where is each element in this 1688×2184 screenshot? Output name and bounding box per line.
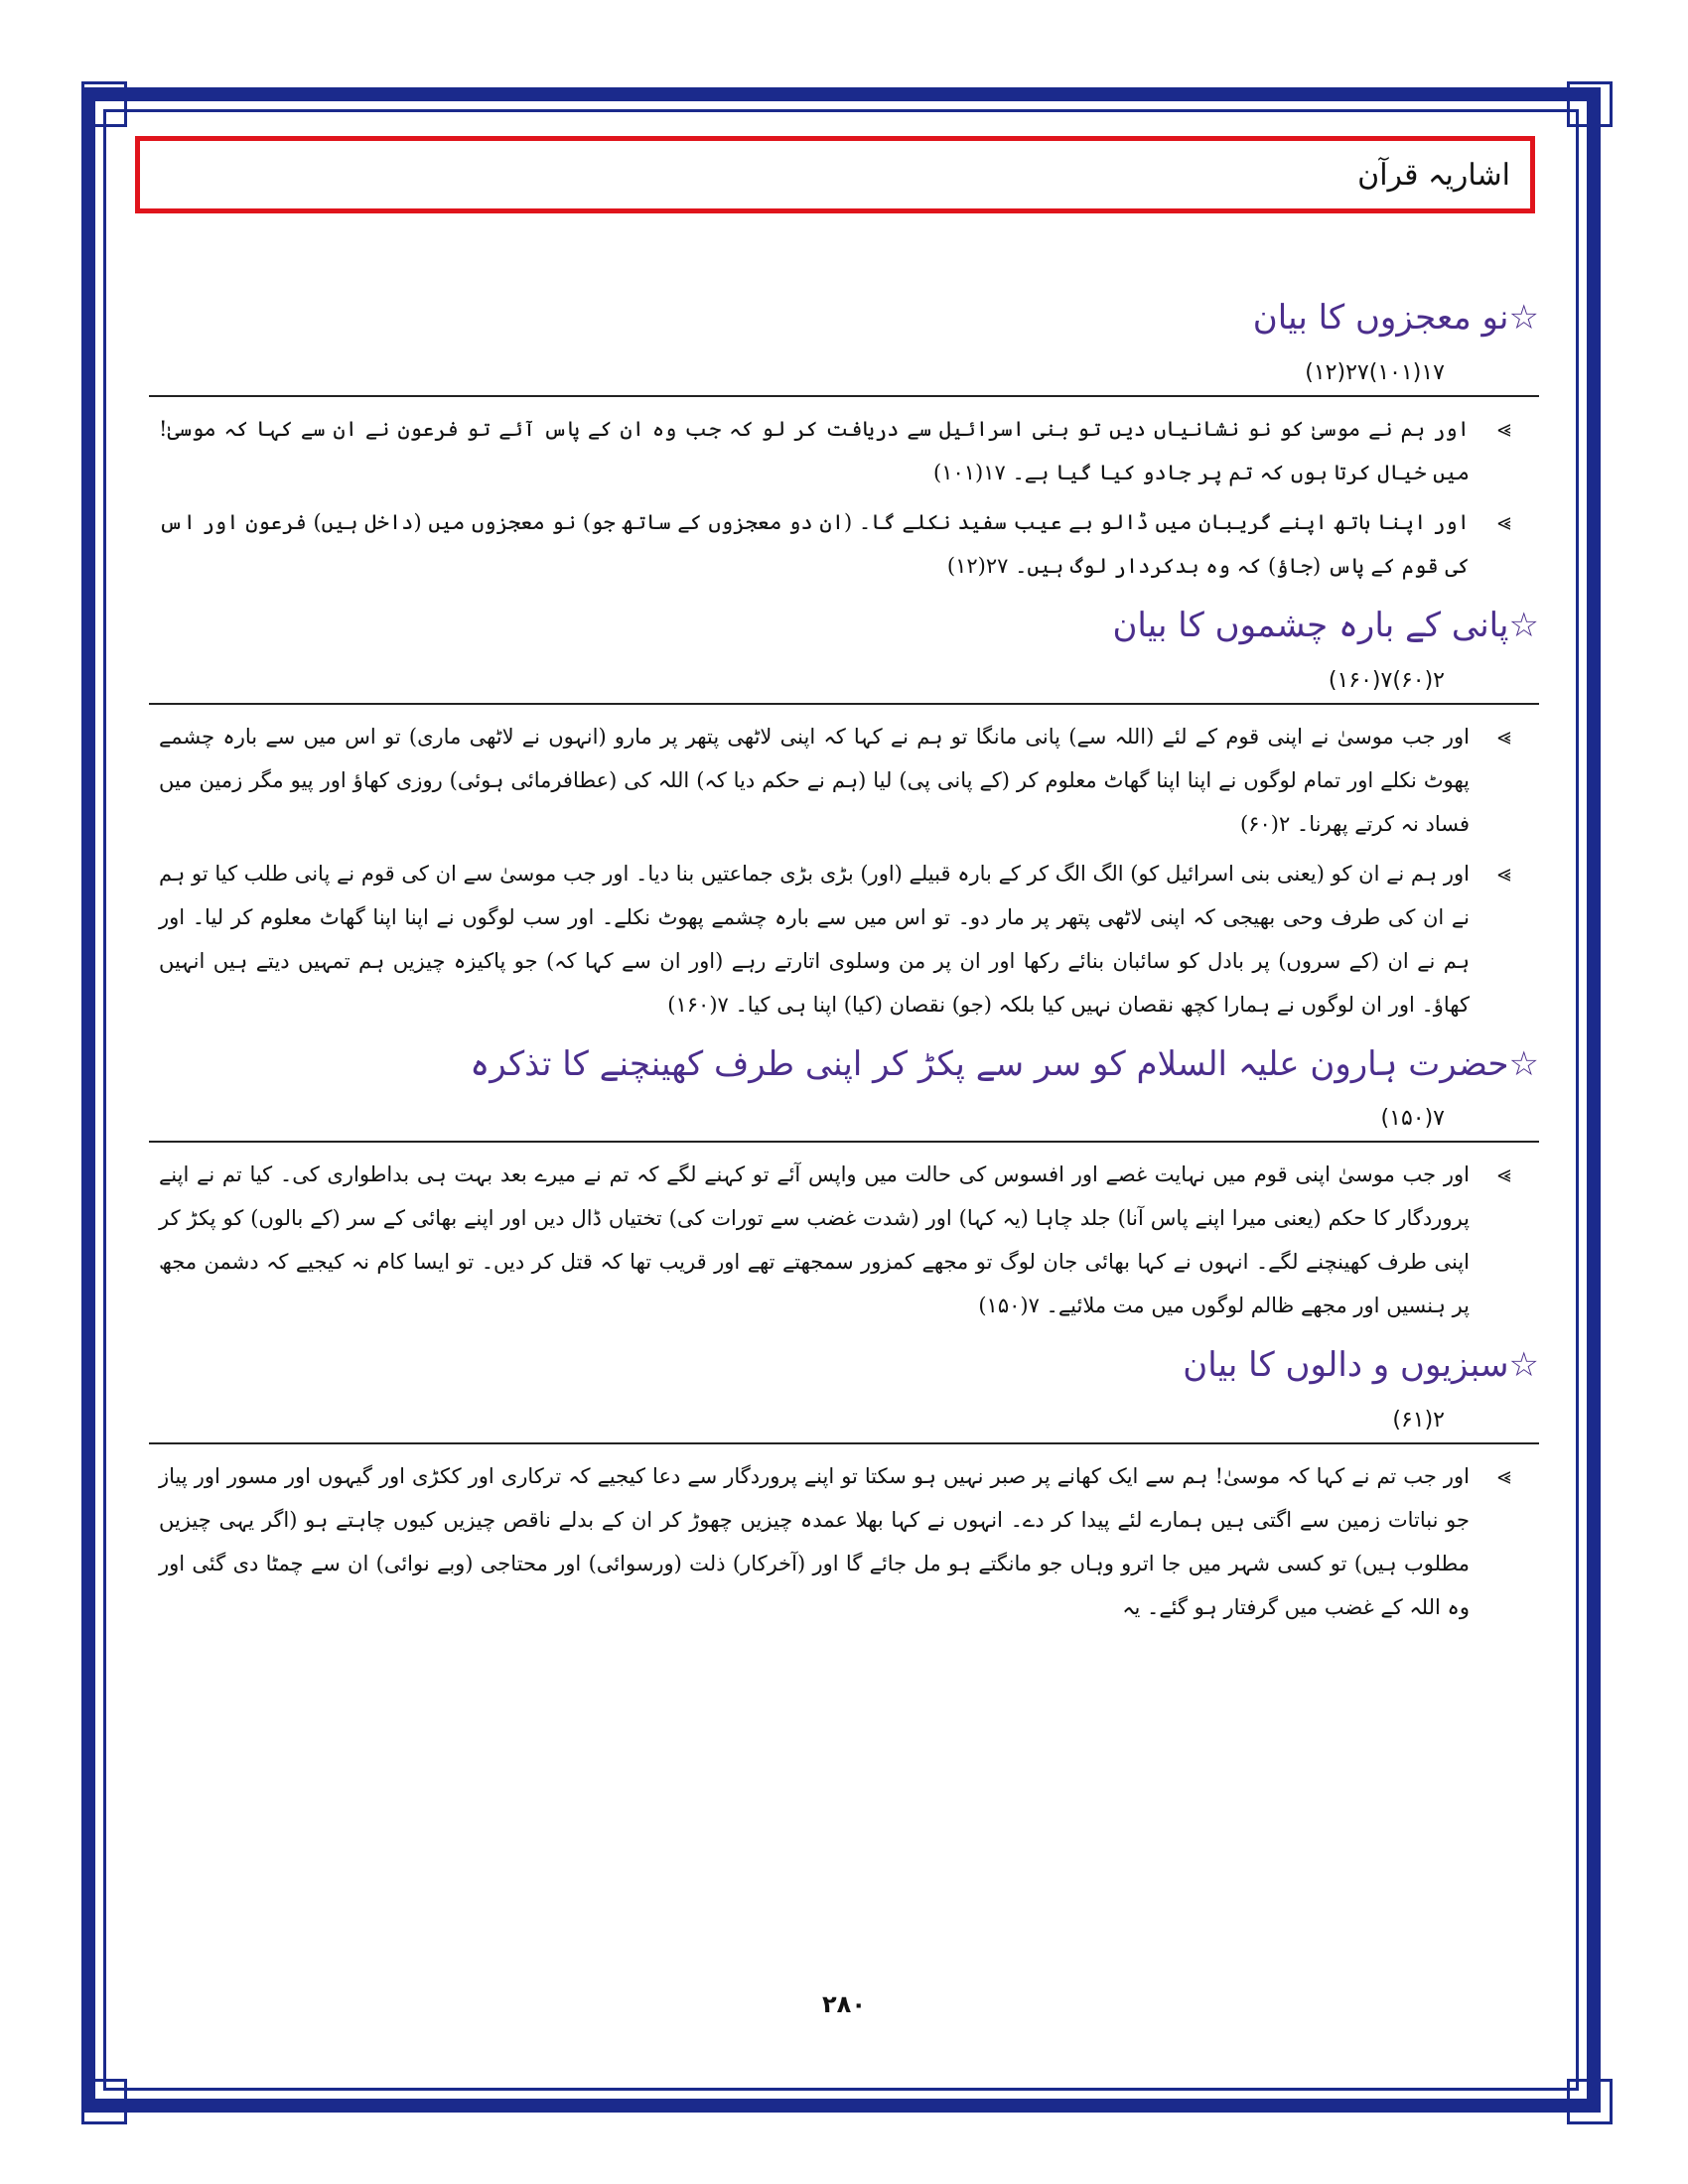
- section-reference: ۱۷(۱۰۱)۲۷(۱۲): [1305, 359, 1445, 385]
- section-title: ☆نو معجزوں کا بیان: [1252, 298, 1539, 338]
- section-reference: ۷(۱۵۰): [1380, 1106, 1445, 1132]
- section-title: ☆پانی کے بارہ چشموں کا بیان: [1112, 605, 1539, 645]
- section-rule: [149, 1141, 1539, 1143]
- arrow-bullet-icon: ⪢: [1497, 507, 1511, 536]
- arrow-bullet-icon: ⪢: [1497, 1160, 1511, 1189]
- frame-corner-ornament: [81, 2079, 127, 2124]
- section: [149, 606, 1539, 1026]
- list-item: [149, 500, 1539, 588]
- list-item: [149, 1454, 1539, 1629]
- entry-text: اور جب موسیٰ نے اپنی قوم کے لئے (اللہ سے) پانی مانگا تو ہم نے کہا کہ اپنی لاٹھی پتھر پر مارو (انہوں نے لاٹھی ماری) تو اس میں سے بارہ چشمے پھوٹ نکلے اور تمام لوگوں نے اپنا اپنا گھاٹ معلوم کر (کے پانی پی) لیا (ہم نے حکم دیا کہ) اللہ کی (عطافرمائی ہوئی) روزی کھاؤ اور پیو مگر زمین میں فساد نہ کرتے پھرنا۔ ۲(۶۰): [159, 724, 1470, 836]
- section-reference: ۲(۶۰)۷(۱۶۰): [1328, 667, 1445, 693]
- arrow-bullet-icon: ⪢: [1497, 722, 1511, 751]
- section: [149, 298, 1539, 588]
- entry-text: اور ہم نے ان کو (یعنی بنی اسرائیل کو) الگ الگ کر کے بارہ قبیلے (اور) بڑی بڑی جماعتیں بنا دیا۔ اور جب موسیٰ سے ان کی قوم نے پانی طلب کیا تو ہم نے ان کی طرف وحی بھیجی کہ اپنی لاٹھی پتھر پر مار دو۔ تو اس میں سے بارہ چشمے پھوٹ نکلے۔ اور سب لوگوں نے اپنا اپنا گھاٹ معلوم کر لیا۔ اور ہم نے ان (کے سروں) پر بادل کو سائبان بنائے رکھا اور ان پر من وسلوی اتارتے رہے (اور ان سے کہا کہ) جو پاکیزہ چیزیں ہم تمہیں دیتے ہیں انہیں کھاؤ۔ اور ان لوگوں نے ہمارا کچھ نقصان نہیں کیا بلکہ (جو) نقصان (کیا) اپنا ہی کیا۔ ۷(۱۶۰): [159, 861, 1470, 1017]
- entry-text: اور جب تم نے کہا کہ موسیٰ! ہم سے ایک کھانے پر صبر نہیں ہو سکتا تو اپنے پروردگار سے دعا کیجیے کہ ترکاری اور ککڑی اور گیہوں اور مسور اور پیاز جو نباتات زمین سے اگتی ہیں ہمارے لئے پیدا کر دے۔ انہوں نے کہا بھلا عمدہ چیزیں چھوڑ کر ان کے بدلے ناقص چیزیں کیوں چاہتے ہو (اگر یہی چیزیں مطلوب ہیں) تو کسی شہر میں جا اترو وہاں جو مانگتے ہو مل جائے گا اور (آخرکار) ذلت (ورسوائی) اور محتاجی (وبے نوائی) ان سے چمٹا دی گئی اور وہ اللہ کے غضب میں گرفتار ہو گئے۔ یہ: [159, 1464, 1470, 1620]
- section-reference: ۲(۶۱): [1392, 1408, 1445, 1433]
- section-title: ☆حضرت ہارون علیہ السلام کو سر سے پکڑ کر اپنی طرف کھینچنے کا تذکرہ: [470, 1043, 1539, 1084]
- list-item: [149, 715, 1539, 846]
- arrow-bullet-icon: ⪢: [1497, 859, 1511, 887]
- frame-corner-ornament: [81, 81, 127, 127]
- section-title: ☆سبزیوں و دالوں کا بیان: [1183, 1345, 1539, 1386]
- section: [149, 1044, 1539, 1328]
- entry-text: اور اپنا ہاتھ اپنے گریبان میں ڈالو بے عیب سفید نکلے گا۔ (ان دو معجزوں کے ساتھ جو) نو معجزوں میں (داخل ہیں) فرعون اور اس کی قوم کے پاس (جاؤ) کہ وہ بدکردار لوگ ہیں۔ ۲۷(۱۲): [159, 509, 1470, 578]
- section: [149, 1345, 1539, 1629]
- list-item: [149, 852, 1539, 1026]
- index-content: [149, 298, 1539, 1647]
- list-item: [149, 1153, 1539, 1327]
- page-number: ۲۸۰: [822, 1990, 866, 2018]
- arrow-bullet-icon: ⪢: [1497, 414, 1511, 443]
- section-rule: [149, 395, 1539, 397]
- header-title: اشاریہ قرآن: [1357, 157, 1510, 193]
- list-item: [149, 407, 1539, 494]
- section-rule: [149, 703, 1539, 705]
- entry-text: اور ہم نے موسیٰ کو نو نشانیاں دیں تو بنی اسرائیل سے دریافت کر لو کہ جب وہ ان کے پاس آئے تو فرعون نے ان سے کہا کہ موسیٰ! میں خیال کرتا ہوں کہ تم پر جادو کیا گیا ہے۔ ۱۷(۱۰۱): [159, 416, 1470, 484]
- header-box: [135, 136, 1535, 213]
- arrow-bullet-icon: ⪢: [1497, 1462, 1511, 1491]
- frame-corner-ornament: [1567, 81, 1613, 127]
- section-rule: [149, 1442, 1539, 1444]
- frame-corner-ornament: [1567, 2079, 1613, 2124]
- entry-text: اور جب موسیٰ اپنی قوم میں نہایت غصے اور افسوس کی حالت میں واپس آئے تو کہنے لگے کہ تم نے میرے بعد بہت ہی بداطواری کی۔ کیا تم نے اپنے پروردگار کا حکم (یعنی میرا اپنے پاس آنا) جلد چاہا (یہ کہا) اور (شدت غضب سے تورات کی) تختیاں ڈال دیں اور اپنے بھائی کے سر (کے بالوں) کو پکڑ کر اپنی طرف کھینچنے لگے۔ انہوں نے کہا بھائی جان لوگ تو مجھے کمزور سمجھتے تھے اور قریب تھا کہ قتل کر دیں۔ تو ایسا کام نہ کیجیے کہ دشمن مجھ پر ہنسیں اور مجھے ظالم لوگوں میں مت ملائیے۔ ۷(۱۵۰): [159, 1162, 1470, 1318]
